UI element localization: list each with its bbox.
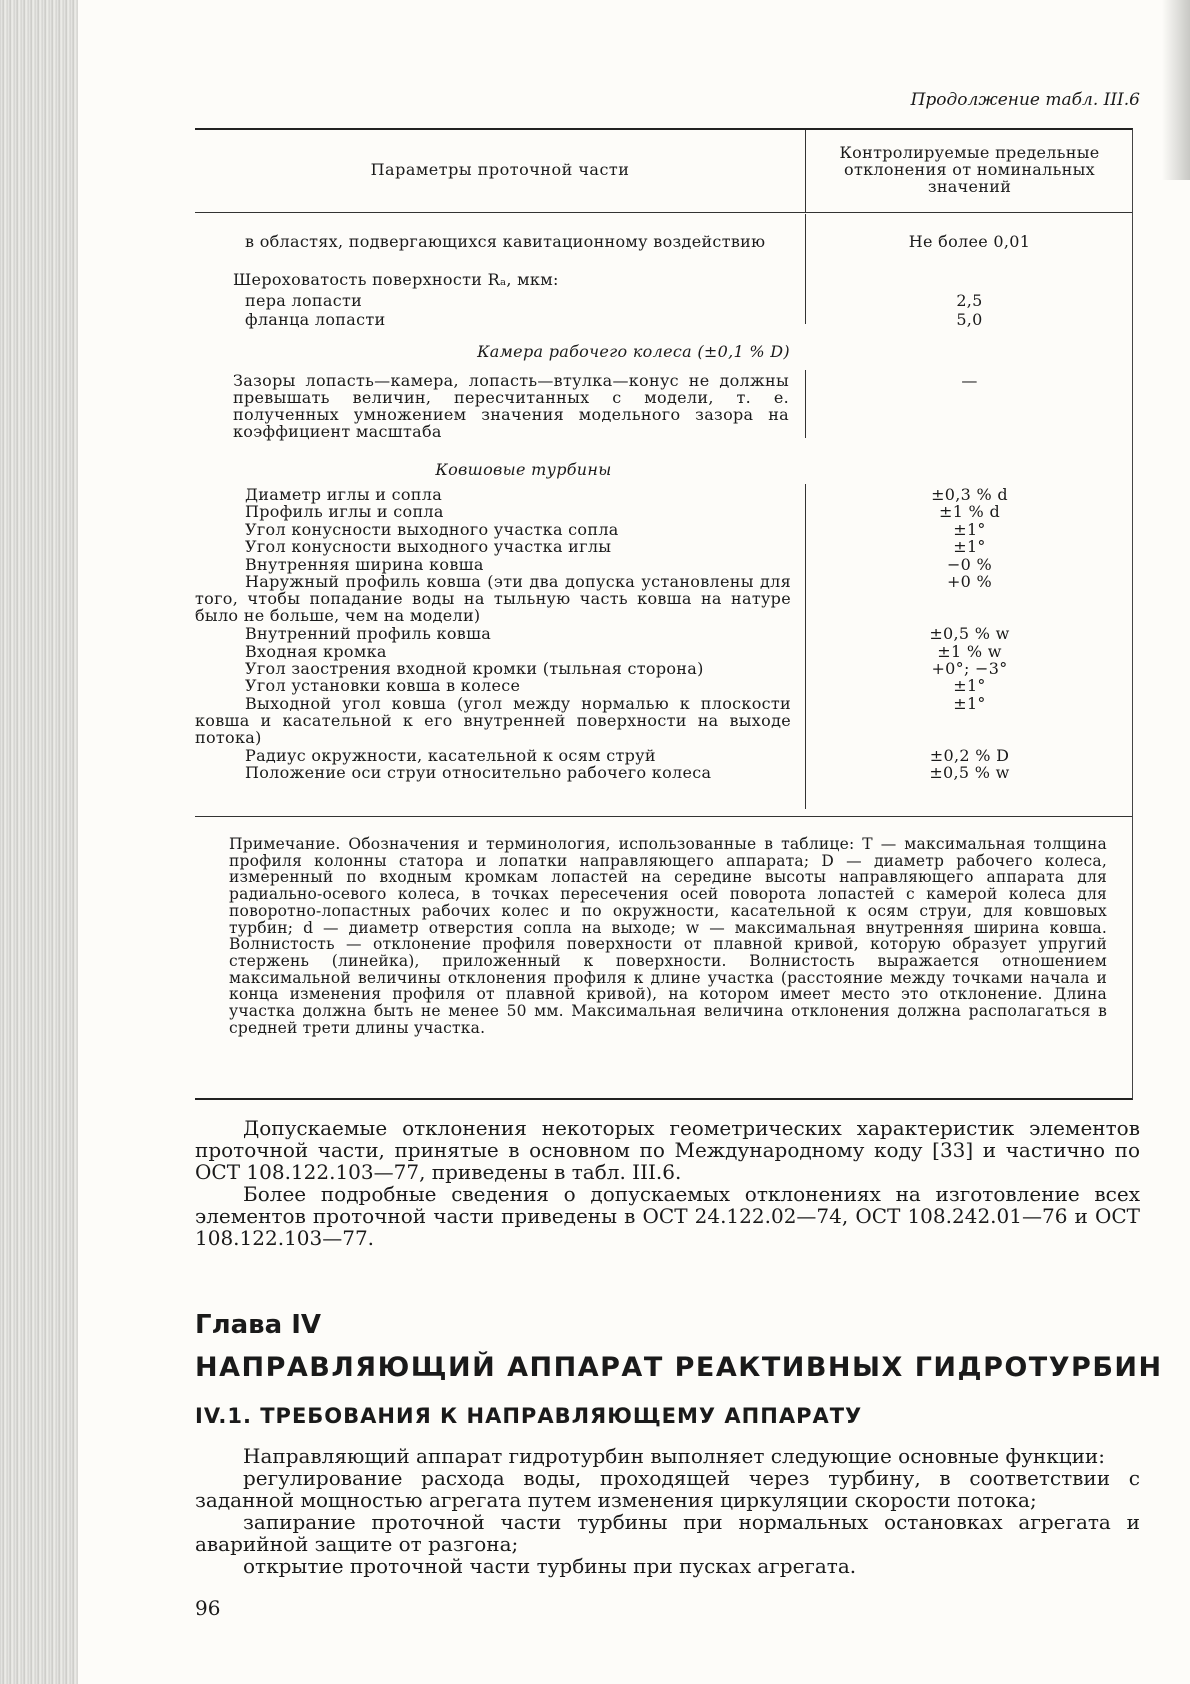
table-row-text: Профиль иглы и сопла <box>245 502 444 522</box>
table-row-text: в областях, подвергающихся кавитационному воздействию <box>245 232 766 251</box>
table-row-value: ±0,2 % D <box>929 746 1010 765</box>
column-divider <box>805 484 806 809</box>
table-row-value: +0°; −3° <box>931 659 1008 678</box>
functions-intro: Направляющий аппарат гидротурбин выполняет следующие основные функции: <box>243 1444 1105 1468</box>
table-row-value: ±1 % w <box>937 641 1002 661</box>
table-row-text: фланца лопасти <box>245 310 386 329</box>
table-row-value: +0 % <box>946 572 993 591</box>
book-spine-shadow <box>0 0 78 1684</box>
table-row-text: Диаметр иглы и сопла <box>245 485 443 504</box>
table-row-text: Угол конусности выходного участка иглы <box>245 537 612 557</box>
table-row-text: Зазоры лопасть—камера, лопасть—втулка—конус не должны превышать величин, пересчитанных с модели, т. е. полученных умножением значения модельного зазора на коэффициент масштаба <box>233 371 789 441</box>
chapter-title: НАПРАВЛЯЮЩИЙ АППАРАТ РЕАКТИВНЫХ ГИДРОТУРБИН <box>195 1352 1163 1383</box>
function-item: открытие проточной части турбины при пусках агрегата. <box>243 1554 857 1578</box>
document-page <box>195 0 1163 1684</box>
section-heading-chamber: Камера рабочего колеса (±0,1 % D) <box>477 342 790 361</box>
table-row-text: пера лопасти <box>245 291 363 310</box>
table-row-value: ±1° <box>953 676 986 696</box>
page-number: 96 <box>195 1596 221 1620</box>
function-item: запирание проточной части турбины при нормальных остановках агрегата и аварийной защите от разгона; <box>195 1510 1140 1556</box>
header-column-divider <box>805 130 806 212</box>
table-row-text: Положение оси струи относительно рабочего колеса <box>245 763 712 783</box>
table-row-value: — <box>961 371 978 390</box>
body-paragraphs <box>195 1117 1140 1249</box>
section-title: IV.1. ТРЕБОВАНИЯ К НАПРАВЛЯЮЩЕМУ АППАРАТУ <box>195 1404 863 1428</box>
table-header-parameters: Параметры проточной части <box>370 160 630 179</box>
column-divider <box>805 370 806 438</box>
table-note: Примечание. Обозначения и терминология, использованные в таблице: T — максимальная толщина профиля колонны статора и лопатки направляющего аппарата; D — диаметр рабочего колеса, измеренный по входным кромкам лопастей на середине высоты направляющего аппарата для радиально-осевого колеса, в точках пересечения осей поворота лопастей с камерой колеса для поворотно-лопастных рабочих колес и по окружности, касательной к осям струи, для ковшовых турбин; d — диаметр отверстия сопла на выходе; w — максимальная внутренняя ширина ковша. Волнистость — отклонение профиля поверхности от плавной кривой, которую образует упругий стержень (линейка), приложенный к поверхности. Волнистость выражается отношением максимальной величины отклонения профиля к длине участка (расстояние между точками начала и конца изменения профиля от плавной кривой), на котором имеет место это отклонение. Длина участка должна быть не менее 50 мм. Максимальная величина отклонения должна располагаться в средней трети длины участка. <box>229 835 1107 1037</box>
table-continuation-label: Продолжение табл. III.6 <box>910 90 1140 110</box>
table-row-value: ±1° <box>953 693 986 713</box>
table-row-text: Шероховатость поверхности Rₐ, мкм: <box>233 270 559 289</box>
table-row-text: Внутренняя ширина ковша <box>245 554 484 574</box>
table-row-value: ±1° <box>953 519 986 539</box>
table-row-value: ±0,3 % d <box>931 485 1008 504</box>
table-row-value: −0 % <box>946 554 993 574</box>
table-row-value: ±0,5 % w <box>929 624 1010 644</box>
function-item: регулирование расхода воды, проходящей через турбину, в соответствии с заданной мощностью агрегата путем изменения циркуляции скорости потока; <box>195 1466 1140 1512</box>
column-divider <box>805 214 806 324</box>
table-row-value: ±1 % d <box>938 502 1000 522</box>
functions-list <box>195 1445 1140 1577</box>
table-row-text: Входная кромка <box>245 641 387 661</box>
paragraph: Допускаемые отклонения некоторых геометрических характеристик элементов проточной части, принятые в основном по Международному коду [33] и частично по ОСТ 108.122.103—77, приведены в табл. III.6. <box>195 1116 1140 1184</box>
table-row-text: Угол установки ковша в колесе <box>245 676 521 696</box>
header-divider <box>195 212 1132 213</box>
table-row-text: Угол заострения входной кромки (тыльная сторона) <box>245 659 704 678</box>
table-row-text: Внутренний профиль ковша <box>245 624 492 644</box>
paragraph: Более подробные сведения о допускаемых отклонениях на изготовление всех элементов проточной части приведены в ОСТ 24.122.02—74, ОСТ 108.242.01—76 и ОСТ 108.122.103—77. <box>195 1182 1140 1250</box>
table-row-value: 5,0 <box>956 310 983 329</box>
table-row-value: Не более 0,01 <box>908 232 1031 251</box>
table-row-text: Наружный профиль ковша (эти два допуска установлены для того, чтобы попадание воды на тыльную часть ковша на натуре было не больше, чем на модели) <box>195 572 791 625</box>
table-row-value: ±0,5 % w <box>929 763 1010 783</box>
table-row-text: Радиус окружности, касательной к осям струй <box>245 746 656 765</box>
table-header-tolerances: Контролируемые предельные отклонения от номинальных значений <box>839 143 1100 196</box>
table-row-value: 2,5 <box>956 291 983 310</box>
table-row-value: ±1° <box>953 537 986 557</box>
chapter-label: Глава IV <box>195 1310 322 1340</box>
table-row-text: Угол конусности выходного участка сопла <box>245 519 619 539</box>
note-divider <box>195 816 1132 817</box>
page-edge-shadow <box>1162 0 1190 180</box>
table-row-text: Выходной угол ковша (угол между нормалью к плоскости ковша и касательной к его внутренней поверхности на выходе потока) <box>195 693 791 747</box>
section-heading-pelton: Ковшовые турбины <box>435 460 612 479</box>
